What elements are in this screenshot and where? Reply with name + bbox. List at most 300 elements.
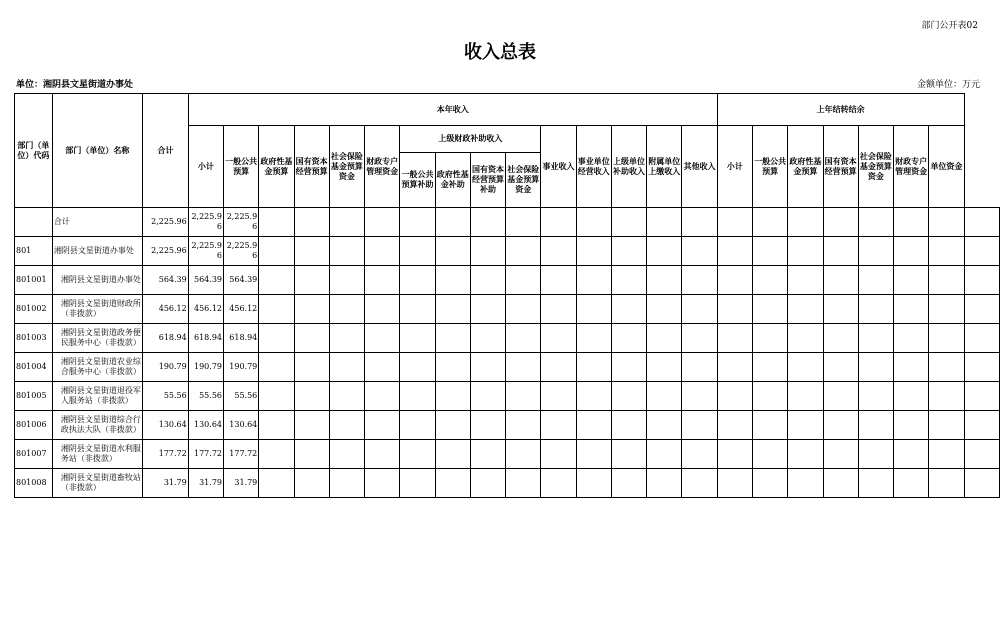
empty-cell <box>682 411 717 440</box>
empty-cell <box>611 382 646 411</box>
empty-cell <box>682 237 717 266</box>
empty-cell <box>294 382 329 411</box>
empty-cell <box>259 208 294 237</box>
empty-cell <box>858 208 893 237</box>
empty-cell <box>788 237 823 266</box>
empty-cell <box>329 324 364 353</box>
row-subtotal: 456.12 <box>188 295 223 324</box>
row-name: 湘阴县文星街道水利服务站（非拨款） <box>52 440 142 469</box>
row-name: 湘阴县文星街道办事处 <box>52 266 142 295</box>
row-total: 55.56 <box>142 382 188 411</box>
empty-cell <box>682 324 717 353</box>
empty-cell <box>894 411 929 440</box>
header-gov-fund: 政府性基金预算 <box>259 126 294 208</box>
row-total: 130.64 <box>142 411 188 440</box>
empty-cell <box>611 411 646 440</box>
empty-cell <box>858 266 893 295</box>
row-name: 湘阴县文星街道财政所（非拨款） <box>52 295 142 324</box>
row-total: 618.94 <box>142 324 188 353</box>
table-row <box>15 382 1000 411</box>
row-code: 801008 <box>15 469 53 498</box>
empty-cell <box>400 353 435 382</box>
empty-cell <box>259 440 294 469</box>
empty-cell <box>823 208 858 237</box>
empty-cell <box>259 382 294 411</box>
empty-cell <box>506 411 541 440</box>
empty-cell <box>506 469 541 498</box>
header-sub-social: 社会保险基金预算资金 <box>506 153 541 208</box>
empty-cell <box>470 208 505 237</box>
empty-cell <box>717 324 752 353</box>
empty-cell <box>365 208 400 237</box>
empty-cell <box>576 266 611 295</box>
empty-cell <box>647 266 682 295</box>
row-code: 801006 <box>15 411 53 440</box>
empty-cell <box>894 266 929 295</box>
header-business-income: 事业收入 <box>541 126 576 208</box>
empty-cell <box>365 382 400 411</box>
row-subtotal: 190.79 <box>188 353 223 382</box>
empty-cell <box>329 440 364 469</box>
empty-cell <box>611 208 646 237</box>
empty-cell <box>329 208 364 237</box>
header-sub-general: 一般公共预算补助 <box>400 153 435 208</box>
row-general-budget: 177.72 <box>224 440 259 469</box>
empty-cell <box>435 382 470 411</box>
empty-cell <box>506 440 541 469</box>
empty-cell <box>365 440 400 469</box>
empty-cell <box>470 440 505 469</box>
empty-cell <box>929 353 964 382</box>
amount-unit: 金额单位：万元 <box>916 80 980 90</box>
empty-cell <box>541 382 576 411</box>
empty-cell <box>823 411 858 440</box>
row-general-budget: 564.39 <box>224 266 259 295</box>
empty-cell <box>788 382 823 411</box>
empty-cell <box>470 295 505 324</box>
empty-cell <box>400 411 435 440</box>
empty-cell <box>858 469 893 498</box>
empty-cell <box>541 353 576 382</box>
empty-cell <box>470 411 505 440</box>
empty-cell <box>964 382 999 411</box>
empty-cell <box>576 295 611 324</box>
empty-cell <box>717 295 752 324</box>
empty-cell <box>506 382 541 411</box>
empty-cell <box>717 237 752 266</box>
empty-cell <box>294 237 329 266</box>
empty-cell <box>647 469 682 498</box>
empty-cell <box>717 382 752 411</box>
empty-cell <box>329 353 364 382</box>
row-name: 合计 <box>52 208 142 237</box>
table-row <box>15 353 1000 382</box>
empty-cell <box>400 295 435 324</box>
empty-cell <box>823 440 858 469</box>
empty-cell <box>752 237 787 266</box>
empty-cell <box>858 440 893 469</box>
unit-label: 单位：湘阴县文星街道办事处 <box>16 80 134 90</box>
empty-cell <box>717 469 752 498</box>
empty-cell <box>576 440 611 469</box>
empty-cell <box>435 208 470 237</box>
row-general-budget: 2,225.96 <box>224 208 259 237</box>
empty-cell <box>647 295 682 324</box>
empty-cell <box>259 353 294 382</box>
empty-cell <box>435 295 470 324</box>
empty-cell <box>964 266 999 295</box>
empty-cell <box>506 237 541 266</box>
empty-cell <box>329 266 364 295</box>
table-row <box>15 411 1000 440</box>
row-total: 177.72 <box>142 440 188 469</box>
row-total: 2,225.96 <box>142 208 188 237</box>
row-subtotal: 2,225.96 <box>188 208 223 237</box>
empty-cell <box>964 295 999 324</box>
row-general-budget: 31.79 <box>224 469 259 498</box>
empty-cell <box>682 440 717 469</box>
empty-cell <box>823 295 858 324</box>
empty-cell <box>717 353 752 382</box>
empty-cell <box>929 295 964 324</box>
empty-cell <box>365 411 400 440</box>
empty-cell <box>752 266 787 295</box>
empty-cell <box>858 353 893 382</box>
row-general-budget: 55.56 <box>224 382 259 411</box>
empty-cell <box>788 266 823 295</box>
empty-cell <box>717 208 752 237</box>
empty-cell <box>752 353 787 382</box>
empty-cell <box>506 266 541 295</box>
empty-cell <box>259 324 294 353</box>
empty-cell <box>259 266 294 295</box>
empty-cell <box>541 266 576 295</box>
empty-cell <box>365 469 400 498</box>
header-code: 部门（单位）代码 <box>15 94 53 208</box>
empty-cell <box>823 237 858 266</box>
row-general-budget: 2,225.96 <box>224 237 259 266</box>
empty-cell <box>788 353 823 382</box>
empty-cell <box>470 469 505 498</box>
empty-cell <box>294 353 329 382</box>
row-subtotal: 618.94 <box>188 324 223 353</box>
empty-cell <box>470 353 505 382</box>
row-general-budget: 190.79 <box>224 353 259 382</box>
empty-cell <box>964 440 999 469</box>
row-name: 湘阴县文星街道办事处 <box>52 237 142 266</box>
empty-cell <box>365 266 400 295</box>
row-general-budget: 456.12 <box>224 295 259 324</box>
header-sub-state-capital: 国有资本经营预算补助 <box>470 153 505 208</box>
table-row <box>15 324 1000 353</box>
header-prev-social-security: 社会保险基金预算资金 <box>858 126 893 208</box>
empty-cell <box>647 353 682 382</box>
empty-cell <box>400 324 435 353</box>
empty-cell <box>541 324 576 353</box>
empty-cell <box>400 382 435 411</box>
form-number: 部门公开表02 <box>921 21 978 31</box>
empty-cell <box>858 411 893 440</box>
empty-cell <box>329 469 364 498</box>
header-other-income: 其他收入 <box>682 126 717 208</box>
header-this-year: 本年收入 <box>188 94 717 126</box>
empty-cell <box>541 208 576 237</box>
row-general-budget: 618.94 <box>224 324 259 353</box>
empty-cell <box>647 237 682 266</box>
empty-cell <box>682 382 717 411</box>
empty-cell <box>647 324 682 353</box>
row-total: 2,225.96 <box>142 237 188 266</box>
empty-cell <box>929 237 964 266</box>
empty-cell <box>435 411 470 440</box>
header-general-budget: 一般公共预算 <box>224 126 259 208</box>
empty-cell <box>259 469 294 498</box>
row-code: 801004 <box>15 353 53 382</box>
empty-cell <box>611 440 646 469</box>
empty-cell <box>964 324 999 353</box>
row-general-budget: 130.64 <box>224 411 259 440</box>
empty-cell <box>470 266 505 295</box>
empty-cell <box>682 469 717 498</box>
empty-cell <box>576 237 611 266</box>
empty-cell <box>929 469 964 498</box>
header-fiscal-special: 财政专户管理资金 <box>365 126 400 208</box>
empty-cell <box>541 295 576 324</box>
empty-cell <box>400 266 435 295</box>
row-code: 801 <box>15 237 53 266</box>
table-row <box>15 440 1000 469</box>
header-total: 合计 <box>142 94 188 208</box>
empty-cell <box>964 208 999 237</box>
header-affiliated-income: 附属单位上缴收入 <box>647 126 682 208</box>
empty-cell <box>506 208 541 237</box>
row-total: 456.12 <box>142 295 188 324</box>
empty-cell <box>717 440 752 469</box>
empty-cell <box>858 295 893 324</box>
row-code: 801007 <box>15 440 53 469</box>
empty-cell <box>294 266 329 295</box>
empty-cell <box>576 208 611 237</box>
empty-cell <box>576 469 611 498</box>
empty-cell <box>894 382 929 411</box>
empty-cell <box>682 208 717 237</box>
header-subtotal: 小计 <box>188 126 223 208</box>
empty-cell <box>541 440 576 469</box>
row-name: 湘阴县文星街道农业综合服务中心（非拨款） <box>52 353 142 382</box>
empty-cell <box>858 237 893 266</box>
header-prev-year: 上年结转结余 <box>717 94 964 126</box>
empty-cell <box>576 382 611 411</box>
empty-cell <box>964 237 999 266</box>
empty-cell <box>682 295 717 324</box>
empty-cell <box>400 208 435 237</box>
empty-cell <box>823 324 858 353</box>
empty-cell <box>506 353 541 382</box>
empty-cell <box>929 382 964 411</box>
empty-cell <box>858 382 893 411</box>
empty-cell <box>717 411 752 440</box>
empty-cell <box>752 440 787 469</box>
empty-cell <box>435 440 470 469</box>
empty-cell <box>259 295 294 324</box>
table-row <box>15 208 1000 237</box>
empty-cell <box>752 382 787 411</box>
empty-cell <box>435 324 470 353</box>
empty-cell <box>365 295 400 324</box>
header-social-security: 社会保险基金预算资金 <box>329 126 364 208</box>
row-code <box>15 208 53 237</box>
row-code: 801001 <box>15 266 53 295</box>
empty-cell <box>788 411 823 440</box>
row-code: 801002 <box>15 295 53 324</box>
row-subtotal: 31.79 <box>188 469 223 498</box>
empty-cell <box>894 324 929 353</box>
empty-cell <box>964 353 999 382</box>
empty-cell <box>964 411 999 440</box>
row-name: 湘阴县文星街道政务便民服务中心（非拨款） <box>52 324 142 353</box>
empty-cell <box>435 266 470 295</box>
empty-cell <box>894 440 929 469</box>
empty-cell <box>788 295 823 324</box>
header-prev-general-budget: 一般公共预算 <box>752 126 787 208</box>
empty-cell <box>365 237 400 266</box>
row-name: 湘阴县文星街道畜牧站（非拨款） <box>52 469 142 498</box>
empty-cell <box>717 266 752 295</box>
empty-cell <box>611 324 646 353</box>
empty-cell <box>752 324 787 353</box>
empty-cell <box>823 353 858 382</box>
empty-cell <box>752 295 787 324</box>
empty-cell <box>294 469 329 498</box>
empty-cell <box>294 295 329 324</box>
empty-cell <box>788 208 823 237</box>
header-superior-subsidy: 上级财政补助收入 <box>400 126 541 153</box>
empty-cell <box>647 440 682 469</box>
empty-cell <box>788 324 823 353</box>
empty-cell <box>788 469 823 498</box>
empty-cell <box>752 208 787 237</box>
row-subtotal: 564.39 <box>188 266 223 295</box>
empty-cell <box>435 237 470 266</box>
empty-cell <box>647 411 682 440</box>
empty-cell <box>470 382 505 411</box>
row-name: 湘阴县文星街道综合行政执法大队（非拨款） <box>52 411 142 440</box>
row-subtotal: 2,225.96 <box>188 237 223 266</box>
empty-cell <box>294 411 329 440</box>
header-prev-unit-funds: 单位资金 <box>929 126 964 208</box>
empty-cell <box>576 324 611 353</box>
table-row <box>15 266 1000 295</box>
header-state-capital: 国有资本经营预算 <box>294 126 329 208</box>
row-subtotal: 55.56 <box>188 382 223 411</box>
empty-cell <box>541 411 576 440</box>
empty-cell <box>329 411 364 440</box>
empty-cell <box>964 469 999 498</box>
empty-cell <box>894 353 929 382</box>
empty-cell <box>259 411 294 440</box>
empty-cell <box>470 324 505 353</box>
row-total: 31.79 <box>142 469 188 498</box>
empty-cell <box>435 353 470 382</box>
empty-cell <box>752 469 787 498</box>
empty-cell <box>506 295 541 324</box>
header-prev-gov-fund: 政府性基金预算 <box>788 126 823 208</box>
row-code: 801005 <box>15 382 53 411</box>
empty-cell <box>294 324 329 353</box>
empty-cell <box>329 382 364 411</box>
empty-cell <box>506 324 541 353</box>
empty-cell <box>294 208 329 237</box>
empty-cell <box>894 208 929 237</box>
empty-cell <box>400 469 435 498</box>
row-code: 801003 <box>15 324 53 353</box>
page-title: 收入总表 <box>464 42 536 63</box>
empty-cell <box>365 353 400 382</box>
empty-cell <box>788 440 823 469</box>
empty-cell <box>611 295 646 324</box>
empty-cell <box>894 295 929 324</box>
empty-cell <box>823 382 858 411</box>
header-operating-income: 事业单位经营收入 <box>576 126 611 208</box>
empty-cell <box>329 295 364 324</box>
income-summary-table <box>14 93 1000 498</box>
empty-cell <box>682 266 717 295</box>
row-total: 190.79 <box>142 353 188 382</box>
header-superior-unit-subsidy: 上级单位补助收入 <box>611 126 646 208</box>
empty-cell <box>929 324 964 353</box>
empty-cell <box>894 469 929 498</box>
table-row <box>15 237 1000 266</box>
header-name: 部门（单位）名称 <box>52 94 142 208</box>
empty-cell <box>929 440 964 469</box>
empty-cell <box>576 411 611 440</box>
empty-cell <box>647 208 682 237</box>
empty-cell <box>858 324 893 353</box>
empty-cell <box>541 237 576 266</box>
empty-cell <box>611 237 646 266</box>
empty-cell <box>823 469 858 498</box>
row-name: 湘阴县文星街道退役军人服务站（非拨款） <box>52 382 142 411</box>
empty-cell <box>329 237 364 266</box>
empty-cell <box>929 266 964 295</box>
row-total: 564.39 <box>142 266 188 295</box>
empty-cell <box>576 353 611 382</box>
row-subtotal: 130.64 <box>188 411 223 440</box>
empty-cell <box>541 469 576 498</box>
empty-cell <box>259 237 294 266</box>
empty-cell <box>752 411 787 440</box>
empty-cell <box>682 353 717 382</box>
empty-cell <box>470 237 505 266</box>
empty-cell <box>929 208 964 237</box>
header-prev-subtotal: 小计 <box>717 126 752 208</box>
empty-cell <box>823 266 858 295</box>
header-sub-gov-fund: 政府性基金补助 <box>435 153 470 208</box>
empty-cell <box>611 266 646 295</box>
empty-cell <box>400 440 435 469</box>
empty-cell <box>400 237 435 266</box>
empty-cell <box>435 469 470 498</box>
empty-cell <box>294 440 329 469</box>
row-subtotal: 177.72 <box>188 440 223 469</box>
empty-cell <box>929 411 964 440</box>
table-row <box>15 295 1000 324</box>
empty-cell <box>611 353 646 382</box>
empty-cell <box>611 469 646 498</box>
empty-cell <box>894 237 929 266</box>
empty-cell <box>365 324 400 353</box>
header-prev-state-capital: 国有资本经营预算 <box>823 126 858 208</box>
